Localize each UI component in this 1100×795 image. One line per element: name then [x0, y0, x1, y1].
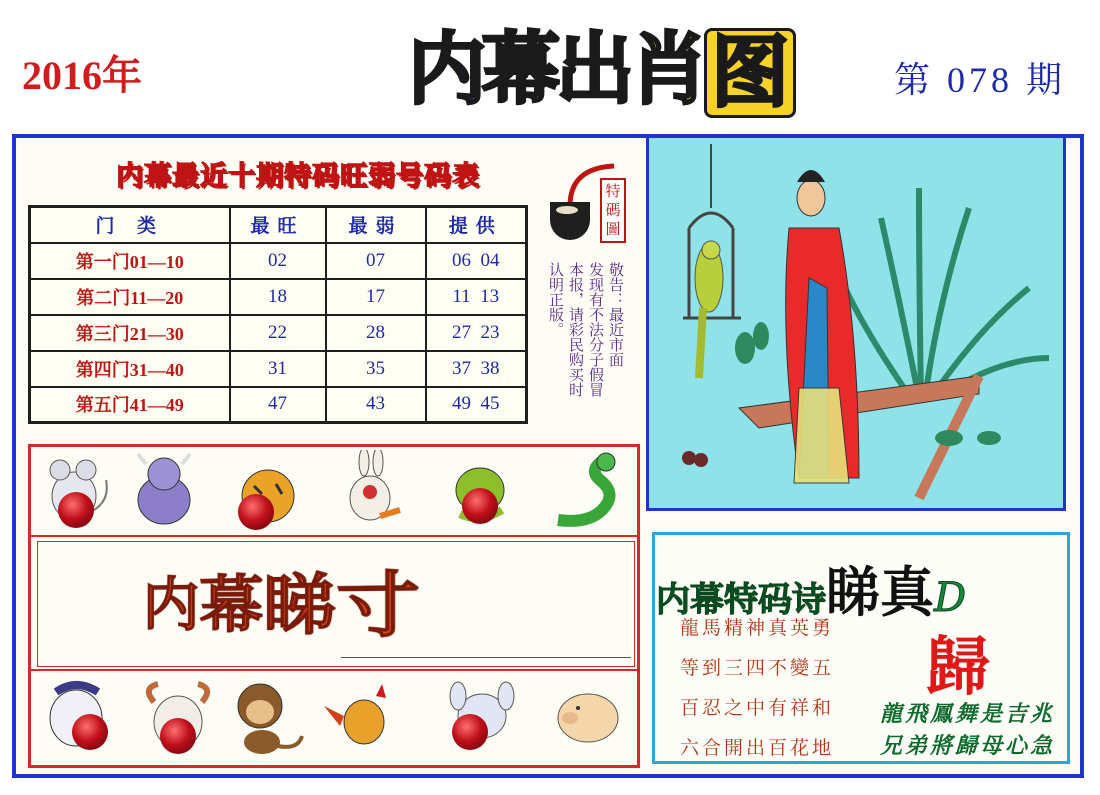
provide-cell: 06 04: [426, 243, 527, 279]
poem-line: 等到三四不變五: [680, 657, 835, 679]
poem-right-line: 龍飛鳳舞是吉兆: [880, 701, 1056, 727]
hot-cell: 18: [230, 279, 326, 315]
hot-cell: 47: [230, 387, 326, 423]
lady-figure: [786, 170, 859, 483]
poem-title-small: 内幕特码诗: [656, 580, 826, 620]
table-row: [30, 387, 527, 423]
group-cell: 第三门21—30: [30, 315, 230, 351]
red-ball-icon: [238, 494, 274, 530]
group-cell: 第五门41—49: [30, 387, 230, 423]
provide-cell: 49 45: [426, 387, 527, 423]
hot-cold-number-table: [28, 205, 528, 424]
cold-cell: 07: [326, 243, 426, 279]
column-header: 门 类: [30, 207, 230, 243]
stamp-logo: [548, 160, 628, 260]
poem-right-lines: [880, 698, 1055, 762]
hot-cell: 22: [230, 315, 326, 351]
table-title: 内幕最近十期特码旺弱号码表: [116, 161, 480, 192]
group-cell: 第二门11—20: [30, 279, 230, 315]
poem-line: 百忍之中有祥和: [680, 697, 835, 719]
horse-icon: [36, 678, 116, 758]
ox-icon: [124, 450, 204, 530]
masthead-title: [408, 25, 796, 118]
group-cell: 第一门01—10: [30, 243, 230, 279]
parrot-icon: [683, 144, 741, 378]
provide-cell: 11 13: [426, 279, 527, 315]
group-cell: 第四门31—40: [30, 351, 230, 387]
stamp-label: 特碼圖: [600, 178, 626, 243]
masthead-char: 图: [704, 28, 796, 118]
notice-column: 本报，请彩民购买时: [567, 262, 585, 397]
poem-right-line: 兄弟將歸母心急: [880, 733, 1056, 759]
tiger-icon: [228, 450, 308, 530]
hot-cell: 31: [230, 351, 326, 387]
red-ball-icon: [462, 488, 498, 524]
masthead-char: 内: [408, 25, 481, 115]
poem-lines: [680, 614, 834, 774]
table-row: [30, 243, 527, 279]
red-ball-icon: [160, 718, 196, 754]
cold-cell: 28: [326, 315, 426, 351]
cold-cell: 17: [326, 279, 426, 315]
middle-title: 内幕睇寸: [143, 564, 420, 650]
red-ball-icon: [58, 492, 94, 528]
notice-text: [546, 262, 626, 432]
hot-cell: 02: [230, 243, 326, 279]
goat-icon: [138, 678, 218, 758]
notice-column: 发现有不法分子假冒: [587, 262, 605, 397]
table-row: [30, 351, 527, 387]
red-ball-icon: [452, 714, 488, 750]
column-header: 提供: [426, 207, 527, 243]
red-ball-icon: [72, 714, 108, 750]
cold-cell: 43: [326, 387, 426, 423]
masthead-char: 出: [556, 25, 629, 115]
masthead-char: 肖: [630, 25, 703, 115]
lady-parrot-painting: [646, 135, 1066, 511]
provide-cell: 37 38: [426, 351, 527, 387]
rooster-icon: [320, 676, 400, 756]
cold-cell: 35: [326, 351, 426, 387]
poem-title-swirl: D: [934, 575, 967, 621]
provide-cell: 27 23: [426, 315, 527, 351]
poem-title-big: 睇真: [826, 561, 934, 624]
dog-icon: [440, 676, 520, 756]
column-header: 最旺: [230, 207, 326, 243]
table-row: [30, 279, 527, 315]
notice-column: 认明正版。: [547, 262, 565, 337]
snake-icon: [548, 450, 628, 530]
poem-line: 龍馬精神真英勇: [680, 617, 835, 639]
monkey-icon: [226, 676, 306, 756]
table-header-row: [30, 207, 527, 243]
rat-icon: [40, 450, 120, 530]
poem-line: 六合開出百花地: [680, 737, 835, 759]
notice-column: 敬告：最近市面: [607, 262, 625, 367]
masthead-char: 幕: [482, 25, 555, 115]
year-label: 2016年: [22, 53, 142, 98]
column-header: 最弱: [326, 207, 426, 243]
pig-icon: [548, 678, 628, 758]
dragon-icon: [440, 450, 520, 530]
table-row: [30, 315, 527, 351]
rabbit-icon: [334, 450, 414, 530]
zodiac-middle-band: [31, 535, 637, 671]
poem-key-character: 歸: [926, 631, 990, 705]
issue-number: 第 078 期: [894, 60, 1067, 100]
